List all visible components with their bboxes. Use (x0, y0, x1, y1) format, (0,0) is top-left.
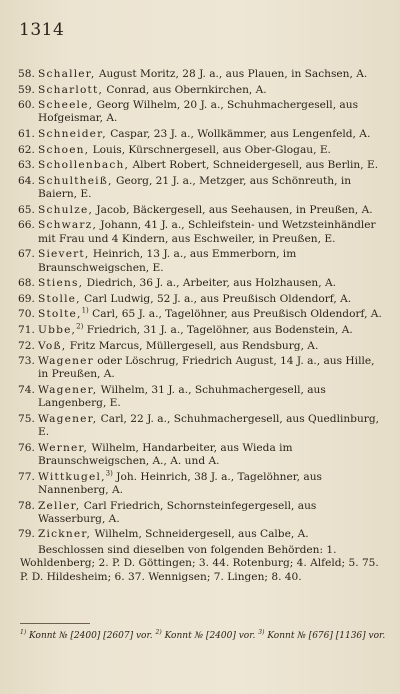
entry-name: Schwarz, (38, 219, 98, 232)
entry-number: 60. (18, 99, 35, 112)
entry-text: Diedrich, 36 J. a., Arbeiter, aus Holzhausen, A. (86, 277, 336, 290)
footnote-item (156, 631, 256, 641)
entry-name: Schulze, (38, 203, 94, 216)
entry-number: 75. (18, 412, 35, 425)
footnote-mark: 2) (155, 629, 162, 636)
entry-number: 59. (18, 83, 35, 96)
entry-text: Heinrich, 13 J. a., aus Emmerborn, im Braunschweigschen, E. (38, 248, 297, 274)
entry-number: 70. (18, 308, 35, 321)
list-item (20, 68, 386, 81)
entry-text: Carl, 65 J. a., Tagelöhner, aus Preußisch Oldendorf, A. (92, 308, 382, 321)
entry-text: Carl Friedrich, Schornsteinfegergesell, aus Wasserburg, A. (38, 499, 317, 525)
footnote-mark: 3) (258, 629, 265, 636)
list-item (20, 159, 386, 172)
list-item (20, 128, 386, 141)
entry-name: Schaller, (38, 68, 96, 80)
entry-name: Wittkugel, (38, 470, 106, 483)
list-item (20, 308, 386, 321)
footnote-text: Konnt № [2400] [2607] vor. (29, 631, 153, 641)
footnote-marker: 3) (105, 469, 113, 478)
list-item (20, 355, 386, 382)
entry-text: Caspar, 23 J. a., Wollkämmer, aus Lengenfeld, A. (110, 128, 371, 141)
entry-name: Zickner, (38, 528, 92, 541)
entry-name: Stolte, (38, 308, 82, 321)
footnote-marker: 1) (81, 306, 89, 315)
footnote-rule (20, 623, 90, 624)
entry-text: Conrad, aus Obernkirchen, A. (106, 83, 267, 96)
list-item (20, 204, 386, 217)
entry-text: August Moritz, 28 J. a., aus Plauen, in Sachsen, A. (98, 68, 368, 80)
list-item (20, 248, 386, 275)
page-number: 1314 (19, 20, 65, 40)
entry-number: 63. (18, 159, 35, 172)
entry-number: 78. (18, 499, 35, 512)
list-item (20, 219, 386, 246)
entry-text: Wilhelm, Schneidergesell, aus Calbe, A. (94, 528, 309, 541)
entry-number: 72. (18, 339, 35, 352)
entry-text: Georg Wilhelm, 20 J. a., Schuhmachergesell, aus Hofgeismar, A. (38, 99, 359, 125)
entry-name: Werner, (38, 441, 89, 454)
footnote-text: Konnt № [676] [1136] vor. (267, 631, 386, 641)
entry-name: Ubbe, (38, 323, 77, 336)
entry-text: Wilhelm, Handarbeiter, aus Wieda im Braunschweigschen, A., A. und A. (38, 441, 293, 468)
footnotes (20, 627, 386, 642)
footnote-mark: 1) (20, 629, 27, 636)
footnote-marker: 2) (76, 322, 84, 331)
remark-paragraph: Beschlossen sind dieselben von folgenden Behörden: 1. Wohldenberg; 2. P. D. Göttingen; 3. 44. Rotenburg; 4. Alfeld; 5. 75. P. D. Hildesheim; 6. 37. Wennigsen; 7. Lingen; 8. 40. (20, 544, 379, 583)
footnote-item (258, 631, 385, 641)
entry-number: 68. (18, 277, 35, 290)
entry-number: 64. (18, 174, 35, 187)
list-item (20, 340, 386, 353)
entry-name: Schneider, (38, 128, 107, 141)
footnote-text: Konnt № [2400] vor. (164, 631, 256, 641)
list-item (20, 99, 386, 126)
entry-name: Wagener (38, 355, 94, 368)
entry-text: Jacob, Bäckergesell, aus Seehausen, in Preußen, A. (96, 203, 373, 216)
entry-name: Sievert, (38, 248, 90, 261)
entry-number: 61. (18, 128, 35, 141)
list-item (20, 144, 386, 157)
entry-text: Louis, Kürschnergesell, aus Ober-Glogau, E. (92, 143, 331, 156)
entry-name: Zeller, (38, 499, 81, 512)
entry-number: 67. (18, 248, 35, 261)
footnote-item (20, 631, 153, 641)
list-item (20, 384, 386, 411)
entry-name: Stolle, (38, 292, 81, 305)
list-item (20, 324, 386, 337)
entry-name: Scheele, (38, 99, 94, 112)
list-item (20, 413, 386, 440)
list-item (20, 471, 386, 498)
entry-number: 71. (18, 323, 35, 336)
list-item (20, 175, 386, 202)
entry-number: 69. (18, 292, 35, 305)
entry-list (20, 68, 386, 584)
entry-text: Johann, 41 J. a., Schleifstein- und Wetzsteinhändler mit Frau und 4 Kindern, aus Eschweiler, in Preußen, E. (38, 219, 376, 245)
entry-name: Schollenbach, (38, 159, 130, 172)
entry-name: Stiens, (38, 277, 84, 290)
list-item (20, 84, 386, 97)
entry-text: Friedrich, 31 J. a., Tagelöhner, aus Bodenstein, A. (86, 323, 353, 336)
entry-text: Georg, 21 J. a., Metzger, aus Schönreuth, in Baiern, E. (38, 174, 352, 201)
entry-text: Wilhelm, 31 J. a., Schuhmachergesell, aus Langenberg, E. (38, 383, 326, 410)
entry-number: 77. (18, 470, 35, 483)
entry-number: 66. (18, 219, 35, 232)
entry-number: 76. (18, 441, 35, 454)
entry-text: Albert Robert, Schneidergesell, aus Berlin, E. (132, 159, 379, 172)
list-item (20, 500, 386, 527)
entry-name: Scharlott, (38, 83, 104, 96)
entry-name: Schultheiß, (38, 174, 113, 187)
entry-number: 79. (18, 528, 35, 541)
list-item (20, 277, 386, 290)
entry-number: 62. (18, 143, 35, 156)
entry-number: 74. (18, 383, 35, 396)
list-item (20, 293, 386, 306)
list-item (20, 528, 386, 541)
entry-name: Wagener, (38, 412, 98, 425)
entry-number: 58. (18, 68, 35, 80)
entry-text: Carl, 22 J. a., Schuhmachergesell, aus Quedlinburg, E. (38, 412, 380, 439)
entry-number: 73. (18, 355, 35, 368)
entry-text: oder Löschrug, Friedrich August, 14 J. a., aus Hille, in Preußen, A. (38, 355, 375, 381)
entry-text: Joh. Heinrich, 38 J. a., Tagelöhner, aus Nannenberg, A. (38, 470, 322, 496)
list-item (20, 442, 386, 469)
entry-name: Wagener, (38, 383, 98, 396)
entry-name: Schoen, (38, 143, 90, 156)
entry-name: Voß, (38, 339, 67, 352)
entry-number: 65. (18, 203, 35, 216)
entry-text: Carl Ludwig, 52 J. a., aus Preußisch Oldendorf, A. (84, 292, 352, 305)
entry-text: Fritz Marcus, Müllergesell, aus Rendsburg, A. (69, 339, 319, 352)
